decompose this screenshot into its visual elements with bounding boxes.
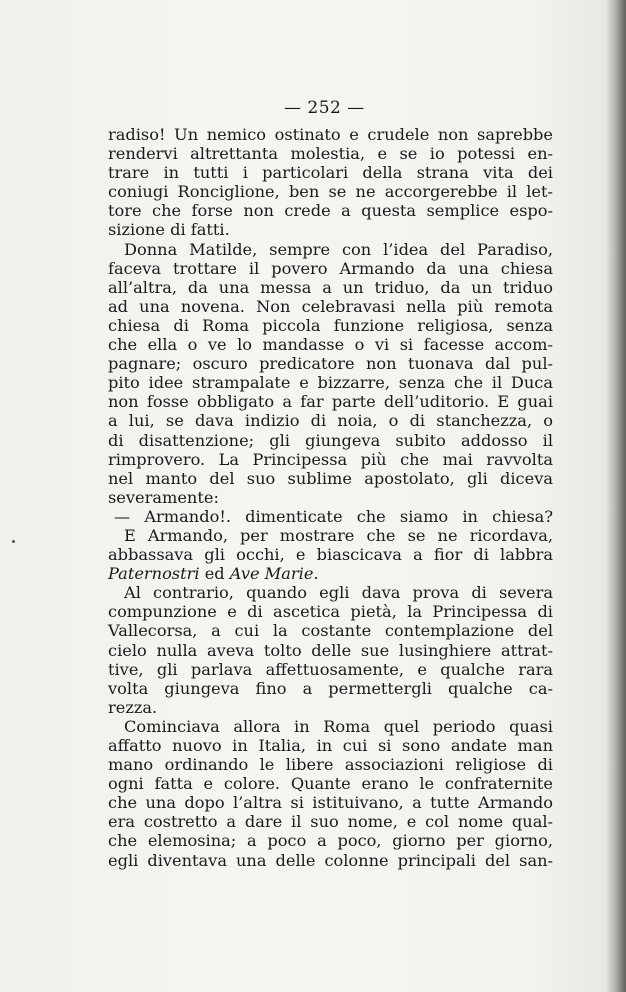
text-line: non fosse obbligato a far parte dell’uditorio. E guai [108,392,553,412]
text-line: E Armando, per mostrare che se ne ricordava, [124,525,553,545]
text-line: radiso! Un nemico ostinato e crudele non saprebbe [108,125,553,144]
text-line: nel manto del suo sublime apostolato, gli diceva [108,468,553,488]
text-line: che una dopo l’altra si istituivano, a tutte Armando [108,793,553,813]
text-line: all’altra, da una messa a un triduo, da un triduo [108,277,553,297]
text-line: ogni fatta e colore. Quante erano le confraternite [108,774,553,794]
body-text [108,125,553,870]
text-line: Donna Matilde, sempre con l’idea del Paradiso, [124,239,553,259]
text-line: a lui, se dava indizio di noia, o di stanchezza, o [108,411,553,431]
text-line: rezza. [108,697,158,717]
text-line: Cominciava allora in Roma quel periodo quasi [124,716,553,736]
text-line: rimprovero. La Principessa più che mai ravvolta [108,449,553,469]
page-number: — 252 — [284,98,365,118]
text-line: abbassava gli occhi, e biascicava a fior di labbra [108,545,553,565]
text-line: faceva trottare il povero Armando da una chiesa [108,258,553,278]
text-line: pagnare; oscuro predicatore non tuonava dal pul- [108,354,553,374]
text-line: — Armando!. dimenticate che siamo in chiesa? [114,506,553,526]
text-line: rendervi altrettanta molestia, e se io potessi en- [108,144,553,164]
ink-speck [12,540,15,543]
text-line: affatto nuovo in Italia, in cui si sono andate man [108,736,553,755]
text-line: egli diventava una delle colonne principali del san- [108,850,553,870]
text-line: coniugi Ronciglione, ben se ne accorgerebbe il let- [108,182,553,202]
text-line: trare in tutti i particolari della strana vita dei [108,163,553,183]
text-line: Paternostri ed Ave Marie. [108,564,319,584]
text-line: severamente: [108,487,219,507]
text-line: cielo nulla aveva tolto delle sue lusinghiere attrat- [108,640,553,660]
book-spine-shadow [606,0,626,992]
text-line: pito idee strampalate e bizzarre, senza che il Duca [108,373,553,393]
text-line: Al contrario, quando egli dava prova di severa [124,583,553,603]
text-line: che ella o ve lo mandasse o vi si facesse accom- [108,335,553,355]
text-line: ad una novena. Non celebravasi nella più remota [108,296,553,316]
text-line: Vallecorsa, a cui la costante contemplazione del [108,621,553,641]
text-line: sizione di fatti. [108,220,230,240]
text-line: compunzione e di ascetica pietà, la Principessa di [108,602,553,622]
text-line: era costretto a dare il suo nome, e col nome qual- [108,812,553,832]
text-line: che elemosina; a poco a poco, giorno per giorno, [108,831,553,851]
text-line: mano ordinando le libere associazioni religiose di [108,755,553,775]
text-line: chiesa di Roma piccola funzione religiosa, senza [108,315,553,335]
italic-phrase: Paternostri [108,564,200,584]
italic-phrase: Ave Marie [229,564,314,584]
text-line: tive, gli parlava affettuosamente, e qualche rara [108,659,553,679]
text-line: volta giungeva fino a permettergli qualche ca- [108,678,553,698]
text-line: tore che forse non crede a questa semplice espo- [108,201,553,221]
text-line: di disattenzione; gli giungeva subito addosso il [108,430,553,450]
